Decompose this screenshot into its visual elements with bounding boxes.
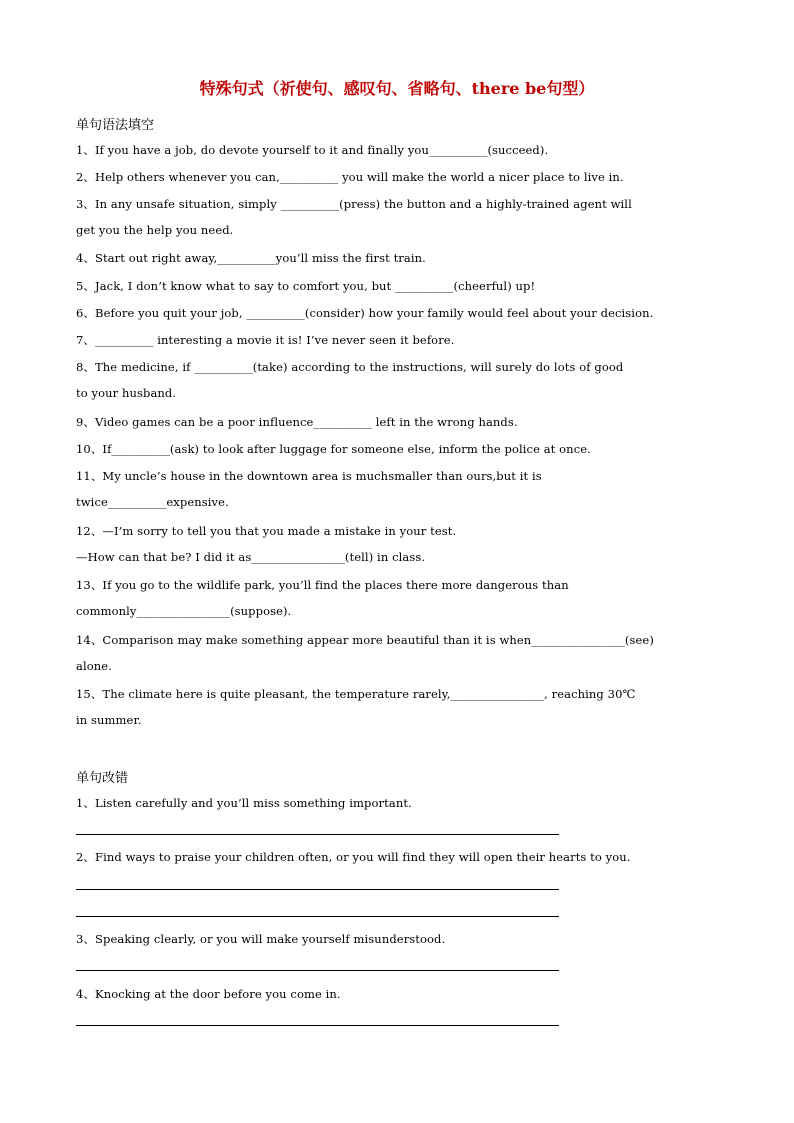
correction-item: 2、Find ways to praise your children often, or you will find they will open their hearts to you. — [76, 850, 631, 864]
section-heading-grammar-fill: 单句语法填空 — [76, 118, 155, 133]
exercise-line: in summer. — [76, 713, 142, 727]
exercise-line: 13、If you go to the wildlife park, you’ll find the places there more dangerous than — [76, 578, 569, 592]
answer-line — [76, 916, 559, 917]
exercise-line: —How can that be? I did it as________________(tell) in class. — [76, 550, 426, 564]
exercise-line: 2、Help others whenever you can,__________ you will make the world a nicer place to live in. — [76, 170, 624, 184]
answer-line — [76, 889, 559, 890]
exercise-line: twice__________expensive. — [76, 495, 229, 509]
answer-line — [76, 970, 559, 971]
exercise-line: 12、—I’m sorry to tell you that you made a mistake in your test. — [76, 524, 457, 538]
exercise-line: 15、The climate here is quite pleasant, the temperature rarely,________________, reaching 30℃ — [76, 687, 636, 701]
exercise-line: get you the help you need. — [76, 223, 234, 237]
correction-item: 3、Speaking clearly, or you will make yourself misunderstood. — [76, 932, 446, 946]
page-title: 特殊句式（祈使句、感叹句、省略句、there be句型） — [199, 79, 595, 98]
exercise-line: 1、If you have a job, do devote yourself to it and finally you__________(succeed). — [76, 143, 549, 157]
answer-line — [76, 1025, 559, 1026]
exercise-line: 7、__________ interesting a movie it is! I’ve never seen it before. — [76, 333, 455, 347]
exercise-line: 4、Start out right away,__________you’ll miss the first train. — [76, 251, 426, 265]
exercise-line: 8、The medicine, if __________(take) according to the instructions, will surely do lots of good — [76, 360, 624, 374]
exercise-line: 6、Before you quit your job, __________(consider) how your family would feel about your decision. — [76, 306, 654, 320]
exercise-line: 11、My uncle’s house in the downtown area is muchsmaller than ours,but it is — [76, 469, 542, 483]
section-heading-error-correction: 单句改错 — [76, 771, 129, 786]
correction-item: 4、Knocking at the door before you come in. — [76, 987, 341, 1001]
exercise-line: 5、Jack, I don’t know what to say to comfort you, but __________(cheerful) up! — [76, 279, 536, 293]
exercise-line: 3、In any unsafe situation, simply __________(press) the button and a highly-trained agent will — [76, 197, 632, 211]
exercise-line: alone. — [76, 659, 112, 673]
answer-line — [76, 834, 559, 835]
exercise-line: 9、Video games can be a poor influence__________ left in the wrong hands. — [76, 415, 518, 429]
correction-item: 1、Listen carefully and you’ll miss something important. — [76, 796, 412, 810]
exercise-line: commonly________________(suppose). — [76, 604, 292, 618]
exercise-line: 10、If__________(ask) to look after luggage for someone else, inform the police at once. — [76, 442, 591, 456]
exercise-line: 14、Comparison may make something appear more beautiful than it is when________________(see) — [76, 633, 654, 647]
exercise-line: to your husband. — [76, 386, 177, 400]
